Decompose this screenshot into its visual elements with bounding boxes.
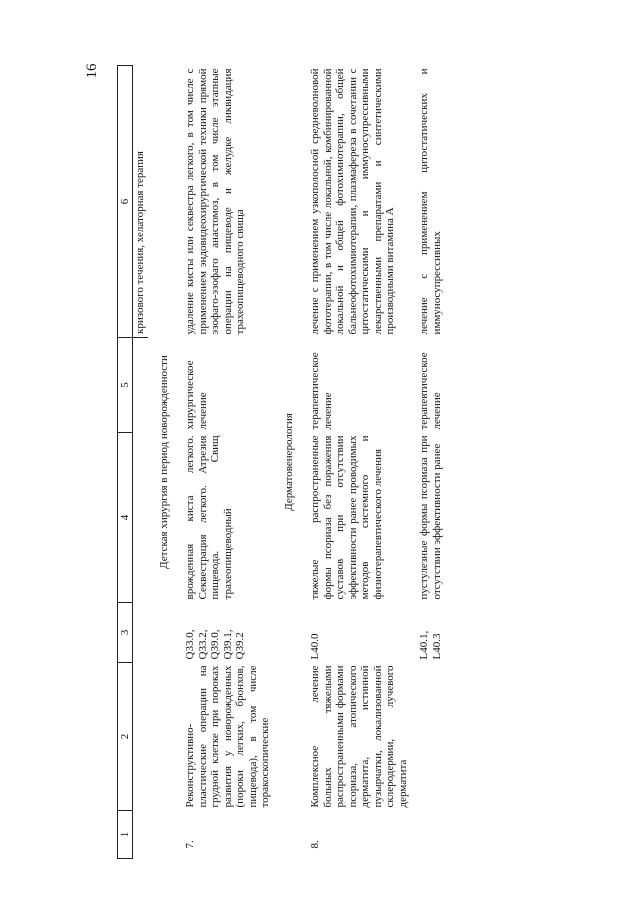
header-row — [118, 66, 133, 859]
table-row — [176, 66, 273, 859]
treatment-method: удаление кисты или секвестра легкого, в том числе с применением эндовидеохирургической техники прямой эзофаго-эзофаго анастомоз, в том числе этапные операции на пищеводе и желудке ликвидация трахеопищеводного свища — [184, 68, 246, 335]
treatment-kind: терапевтическое лечение — [418, 352, 443, 430]
patient-model: врожденная киста легкого. Секвестрация легкого. Атрезия пищевода. Свищ трахеопищеводный — [184, 435, 234, 600]
treatment-kind: терапевтическое лечение — [309, 352, 334, 430]
section-title-dermatovenerology: Дерматовенерология — [282, 413, 295, 511]
treatment-kind: хирургическое лечение — [184, 360, 209, 430]
header-col-3: 3 — [118, 603, 133, 663]
icd-codes: L40.1, L40.3 — [418, 630, 443, 660]
header-col-5: 5 — [118, 338, 133, 433]
header-col-2: 2 — [118, 663, 133, 811]
header-col-6: 6 — [118, 66, 133, 338]
rotated-table-container — [117, 66, 545, 859]
section-title-pediatric-surgery: Детская хирургия в период новорожденности — [157, 355, 170, 569]
medical-care-table — [117, 65, 444, 859]
table-row — [410, 66, 444, 859]
table-row — [301, 66, 410, 859]
header-col-1: 1 — [118, 811, 133, 859]
carry-over-treatment: кризового течения, хелаторная терапия — [133, 66, 148, 338]
page-number: 16 — [84, 63, 100, 79]
icd-codes: L40.0 — [309, 633, 321, 660]
carry-over-row — [133, 66, 148, 859]
care-type-name: Реконструктивно-пластические операции на грудной клетке при пороках развития у новорожденных (пороки легких, бронхов, пищевода), в том числе торакоскопические — [184, 665, 271, 808]
patient-model: пустулезные формы псориаза при отсутствии эффективности ранее — [418, 435, 443, 600]
row-number — [410, 811, 444, 859]
header-col-4: 4 — [118, 433, 133, 603]
care-type-name — [410, 663, 444, 811]
row-number: 7. — [184, 840, 196, 849]
treatment-method: лечение с применением цитостатических и иммуносупрессивных — [418, 68, 443, 335]
treatment-method: лечение с применением узкополосной средневолновой фототерапии, в том числе локальной, комбинированной локальной и общей фотохимиотерапии, общей бальнеофотохимиотерапии, плазмафереза в сочетании с цитостатическими и иммуносупрессивными лекарственными препаратами и синтетическими производными витамина А — [309, 68, 396, 335]
care-type-name: Комплексное лечение больных тяжелыми распространенными формами псориаза, атопического дерматита, истинной пузырчатки, локализованной склеродермии, лучевого дерматита — [309, 665, 409, 808]
table-sheet — [117, 66, 545, 859]
icd-codes: Q33.0, Q33.2, Q39.0, Q39.1, Q39.2 — [184, 629, 246, 660]
section-heading-row — [273, 66, 302, 859]
patient-model: тяжелые распространенные формы псориаза без поражения суставов при отсутствии эффективности ранее проводимых методов системного и физиотерапевтического лечения — [309, 435, 384, 600]
row-number: 8. — [309, 840, 321, 849]
section-heading-row — [148, 66, 177, 859]
